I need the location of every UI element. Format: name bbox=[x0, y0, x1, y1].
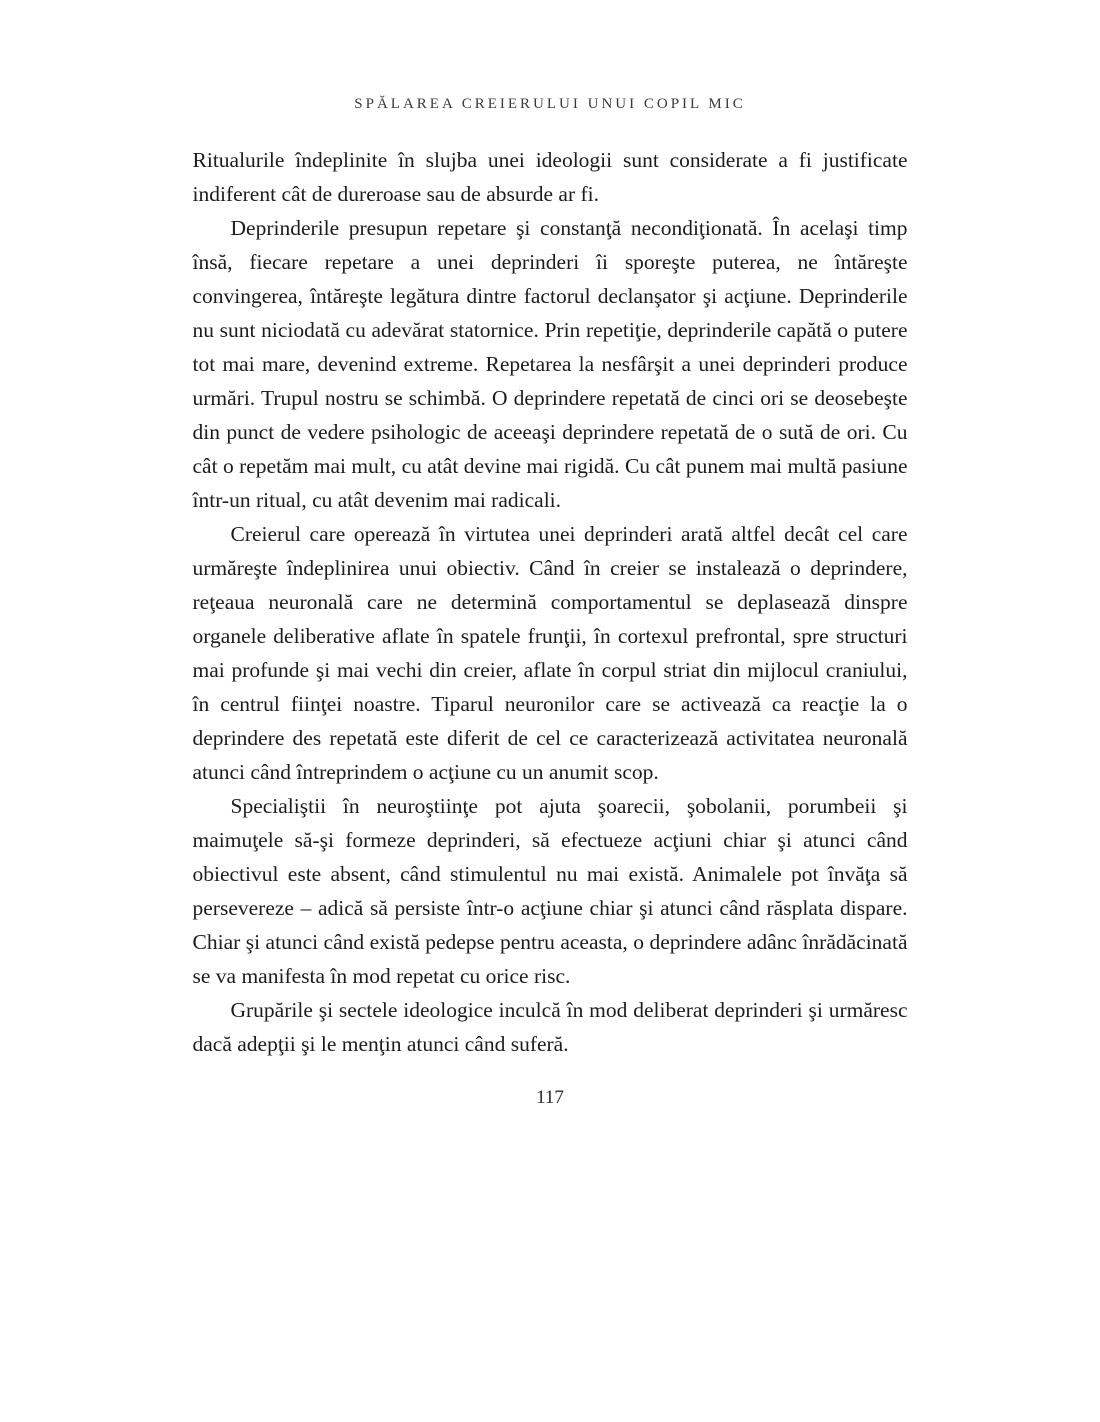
paragraph: Ritualurile îndeplinite în slujba unei ideologii sunt considerate a fi justificate indiferent cât de dureroase sau de absurde ar fi. bbox=[192, 148, 908, 206]
running-head: SPĂLAREA CREIERULUI UNUI COPIL MIC bbox=[354, 96, 746, 112]
paragraph: Creierul care operează în virtutea unei deprinderi arată altfel decât cel care urmăreşte îndeplinirea unui obiectiv. Când în creier se instalează o deprindere, reţeaua neuronală care ne determină comportamentul se deplasează dinspre organele deliberative aflate în spatele frunţii, în cortexul prefrontal, spre structuri mai profunde şi mai vechi din creier, aflate în corpul striat din mijlocul craniului, în centrul fiinţei noastre. Tiparul neuronilor care se activează ca reacţie la o deprindere des repetată este diferit de cel ce caracterizează activitatea neuronală atunci când întreprindem o acţiune cu un anumit scop. bbox=[192, 522, 908, 784]
paragraph: Specialiştii în neuroştiinţe pot ajuta şoarecii, şobolanii, porumbeii şi maimuţele să-şi formeze deprinderi, să efectueze acţiuni chiar şi atunci când obiectivul este absent, când stimulentul nu mai există. Animalele pot învăţa să persevereze – adică să persiste într-o acţiune chiar şi atunci când răsplata dispare. Chiar şi atunci când există pedepse pentru aceasta, o deprindere adânc înrădăcinată se va manifesta în mod repetat cu orice risc. bbox=[192, 794, 908, 988]
paragraph: Deprinderile presupun repetare şi constanţă necondiţionată. În acelaşi timp însă, fiecare repetare a unei deprinderi îi sporeşte puterea, ne întăreşte convingerea, întăreşte legătura dintre factorul declanşator şi acţiune. Deprinderile nu sunt niciodată cu adevărat statornice. Prin repetiţie, deprinderile capătă o putere tot mai mare, devenind extreme. Repetarea la nesfârşit a unei deprinderi produce urmări. Trupul nostru se schimbă. O deprindere repetată de cinci ori se deosebeşte din punct de vedere psihologic de aceeaşi deprindere repetată de o sută de ori. Cu cât o repetăm mai mult, cu atât devine mai rigidă. Cu cât punem mai multă pasiune într-un ritual, cu atât devenim mai radicali. bbox=[192, 216, 908, 512]
paragraph: Grupările şi sectele ideologice inculcă în mod deliberat deprinderi şi urmăresc dacă adepţii şi le menţin atunci când suferă. bbox=[192, 998, 908, 1056]
body-text bbox=[193, 143, 908, 1061]
book-page bbox=[193, 0, 908, 1109]
page-number: 117 bbox=[536, 1087, 564, 1108]
